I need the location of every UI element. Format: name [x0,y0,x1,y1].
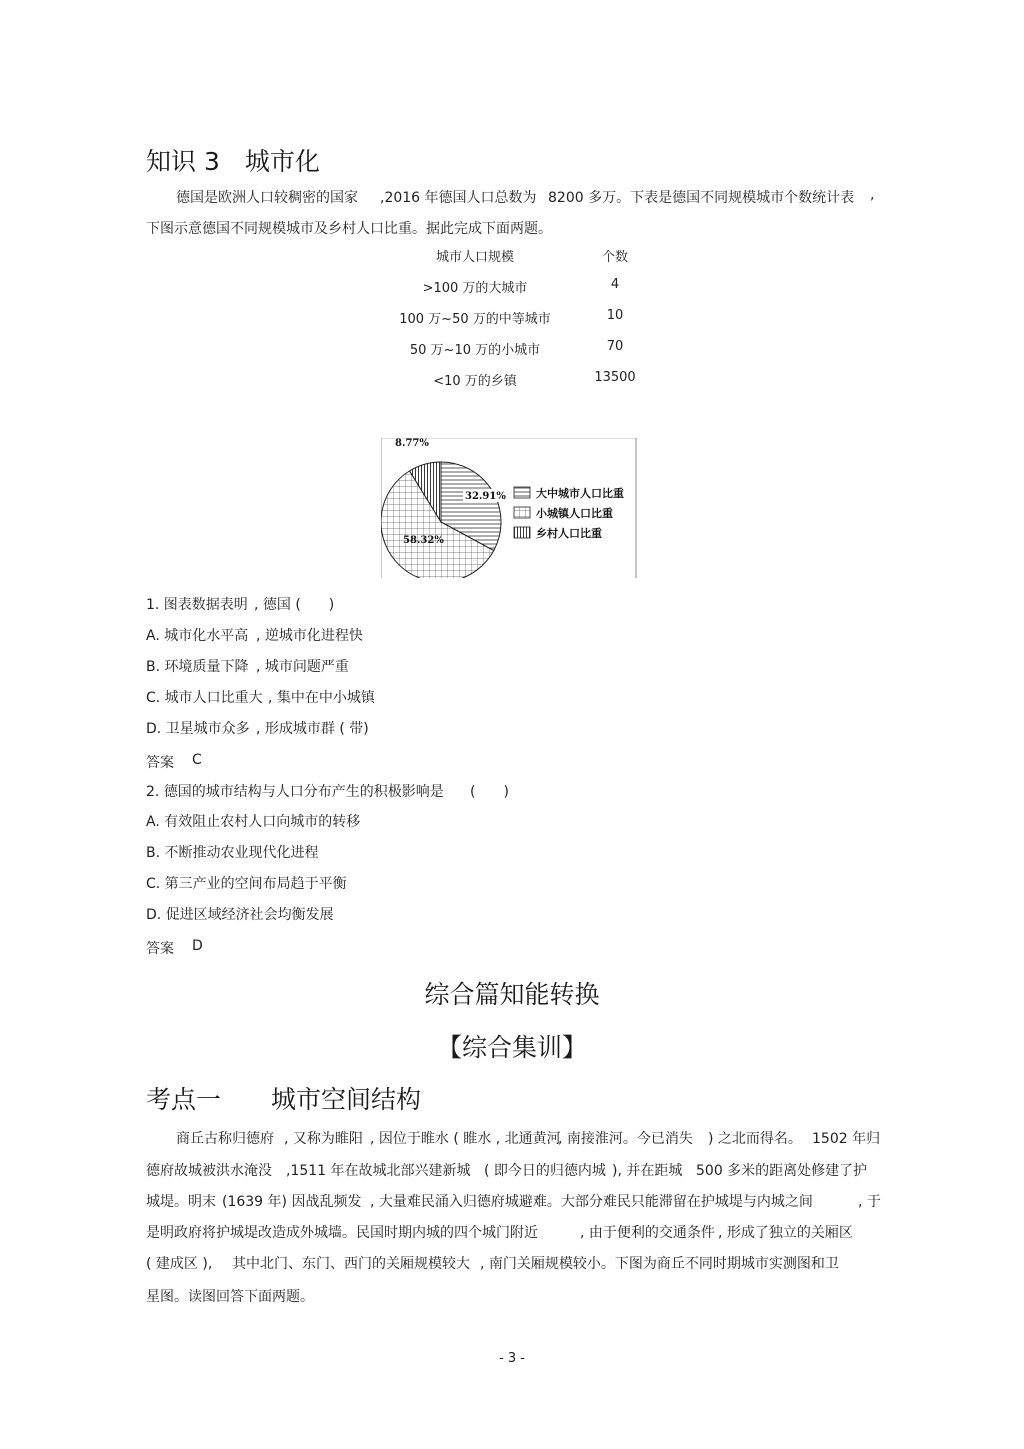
q1-option-a-2: , 逆城市化进程快 [256,628,363,644]
intro-line1-d: , [870,187,875,203]
passage-l2-e: 500 多米的距离处修建了护 [696,1163,868,1179]
passage-l1-f: 1502 年归 [812,1131,881,1147]
q2-option-b: B. 不断推动农业现代化进程 [146,845,319,861]
q1-stem-b: , 德国 ( ) [254,597,335,613]
q2-stem-b: ( ) [470,784,509,800]
passage-l1-d: , 南接淮河。今已消失 [558,1131,693,1147]
q1-option-b-1: B. 环境质量下降 [146,659,249,675]
intro-line1-c: 8200 多万。下表是德国不同规模城市个数统计表 [548,190,855,206]
chapter-subtitle: 【综合集训】 [436,1033,587,1062]
q1-stem-a: 1. 图表数据表明 [146,597,248,613]
topic-title: 考点一 城市空间结构 [146,1085,422,1114]
q1-option-d-2: , 形成城市群 ( 带) [256,721,369,737]
passage-l4-b: , 由于便利的交通条件 [580,1225,715,1241]
passage-l1-e: ) 之北而得名。 [708,1131,802,1147]
table-cell-scale: 50 万~10 万的小城市 [409,343,541,358]
q1-option-b-2: , 城市问题严重 [256,659,349,675]
q2-option-c: C. 第三产业的空间布局趋于平衡 [146,876,347,892]
table-header-row [380,246,680,266]
q1-option-a-1: A. 城市化水平高 [146,628,249,644]
intro-line2: 下图示意德国不同规模城市及乡村人口比重。据此完成下面两题。 [146,221,552,237]
passage-l1-a: 商丘古称归德府 [176,1131,274,1147]
table-header-scale: 城市人口规模 [435,250,514,265]
q2-option-a: A. 有效阻止农村人口向城市的转移 [146,814,361,830]
section-title: 知识 3 城市化 [146,147,320,176]
passage-l2-c: ( 即今日的归德内城 [484,1163,606,1179]
table-cell-scale: 100 万~50 万的中等城市 [399,312,551,327]
passage-l3-b: (1639 年) 因战乱频发 [222,1194,362,1210]
q1-answer: C [192,752,202,768]
table-cell-count: 10 [606,308,624,323]
pie-chart-svg [381,438,637,578]
pie-data-label: 58.32% [403,535,444,546]
q2-answer-label: 答案 [146,941,174,957]
q2-stem-a: 2. 德国的城市结构与人口分布产生的积极影响是 [146,784,444,800]
legend-swatch [514,487,530,498]
table-cell-count: 70 [606,339,624,354]
legend-label: 乡村人口比重 [536,527,602,540]
q2-answer: D [192,938,203,954]
passage-l3-a: 城堤。明末 [146,1194,216,1210]
q1-option-c-1: C. 城市人口比重大 [146,690,263,706]
legend-label: 大中城市人口比重 [536,487,624,500]
legend-label: 小城镇人口比重 [536,507,613,520]
page-number: - 3 - [499,1351,525,1366]
passage-l6: 星图。读图回答下面两题。 [146,1289,314,1305]
q1-option-d-1: D. 卫星城市众多 [146,721,250,737]
passage-l2-d: ), 并在距城 [612,1163,683,1179]
table-row [380,339,680,359]
population-pie-chart [381,438,637,578]
table-cell-scale: >100 万的大城市 [422,281,528,296]
q2-option-d: D. 促进区域经济社会均衡发展 [146,907,334,923]
table-header-count: 个数 [601,250,628,265]
legend-swatch [514,507,530,518]
passage-l5-a: ( 建成区 ), [146,1256,213,1272]
pie-data-label: 32.91% [465,491,506,502]
passage-l3-d: , 于 [858,1194,881,1210]
passage-l1-b: , 又称为睢阳 [284,1131,363,1147]
q1-answer-label: 答案 [146,755,174,771]
passage-l3-c: , 大量难民涌入归德府城避难。大部分难民只能滞留在护城堤与内城之间 [370,1194,813,1210]
chapter-title: 综合篇知能转换 [424,980,600,1009]
table-cell-count: 4 [610,277,620,292]
pie-data-label: 8.77% [395,438,429,449]
intro-line1-a: 德国是欧洲人口较稠密的国家 [176,190,358,206]
table-row [380,308,680,328]
passage-l5-b: 其中北门、东门、西门的关厢规模较大 [232,1256,470,1272]
intro-line1-b: ,2016 年德国人口总数为 [380,190,537,206]
passage-l2-a: 德府故城被洪水淹没 [146,1163,272,1179]
passage-l2-b: ,1511 年在故城北部兴建新城 [286,1163,471,1179]
legend-swatch [514,527,530,538]
table-cell-scale: <10 万的乡镇 [433,374,517,389]
table-row [380,370,680,390]
table-row [380,277,680,297]
passage-l1-c: , 因位于睢水 ( 睢水 , 北通黄河 [370,1131,561,1147]
q1-option-c-2: , 集中在中小城镇 [268,690,375,706]
passage-l5-c: , 南门关厢规模较小。下图为商丘不同时期城市实测图和卫 [480,1256,839,1272]
table-cell-count: 13500 [594,370,636,385]
passage-l4-a: 是明政府将护城堤改造成外城墙。民国时期内城的四个城门附近 [146,1225,538,1241]
passage-l4-c: , 形成了独立的关厢区 [718,1225,853,1241]
